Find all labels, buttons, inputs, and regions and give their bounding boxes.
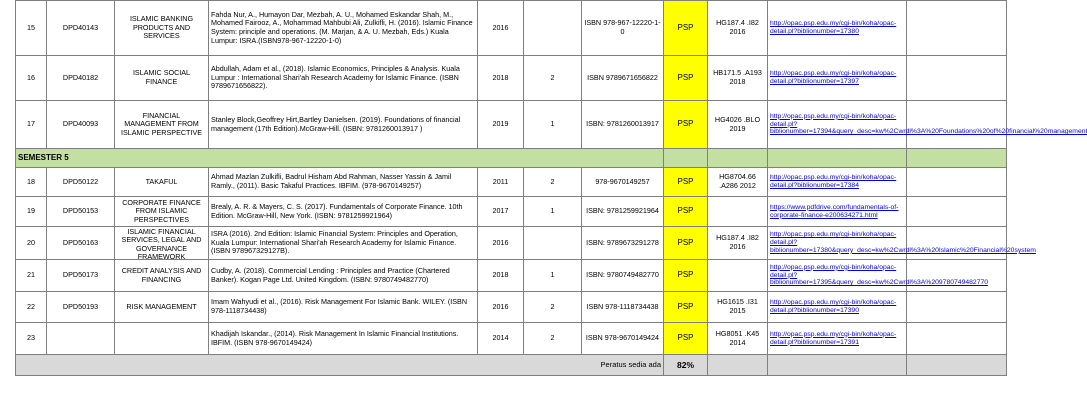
isbn: ISBN 978-9670149424 [582,323,664,355]
year: 2017 [478,197,524,227]
empty-cell [907,197,1007,227]
year: 2014 [478,323,524,355]
quantity: 2 [524,323,582,355]
call-number: HG187.4 .I82 2016 [708,227,768,260]
row-number: 16 [16,56,47,101]
total-row [16,355,1007,376]
row-number: 19 [16,197,47,227]
reference-table [15,0,1087,376]
isbn: ISBN: 9781259921964 [582,197,664,227]
row-number: 22 [16,292,47,323]
call-number: HG4026 .BLO 2019 [708,101,768,149]
row-number: 23 [16,323,47,355]
table-row [16,101,1007,149]
status-badge: PSP [664,56,708,101]
quantity: 1 [524,260,582,292]
isbn: ISBN: 9781260013917 [582,101,664,149]
opac-link[interactable]: http://opac.psp.edu.my/cgi-bin/koha/opac-detail.pl?biblionumber=17394&query_desc=kw%2Cwrdl%3A%20Foundations%20of%20financial%20management [768,101,907,149]
quantity: 2 [524,292,582,323]
call-number [708,197,768,227]
row-number: 21 [16,260,47,292]
course-title: CREDIT ANALYSIS AND FINANCING [115,260,209,292]
semester-row [16,149,1007,168]
total-label: Peratus sedia ada [16,355,664,376]
reference-text: Cudby, A. (2018). Commercial Lending : Principles and Practice (Chartered Banker). Kogan Page Ltd. United Kingdom. (ISBN: 9780749482770) [209,260,478,292]
call-number: HG8051 .K45 2014 [708,323,768,355]
call-number: HG1615 .I31 2015 [708,292,768,323]
table-row [16,1,1007,56]
opac-link[interactable]: http://opac.psp.edu.my/cgi-bin/koha/opac-detail.pl?biblionumber=17397 [768,56,907,101]
quantity: 2 [524,168,582,197]
empty-cell [907,323,1007,355]
status-badge: PSP [664,1,708,56]
year: 2018 [478,260,524,292]
isbn: ISBN: 9780749482770 [582,260,664,292]
table-row [16,260,1007,292]
isbn: 978-9670149257 [582,168,664,197]
empty-cell [907,292,1007,323]
quantity: 1 [524,101,582,149]
year: 2018 [478,56,524,101]
course-title: CORPORATE FINANCE FROM ISLAMIC PERSPECTIVES [115,197,209,227]
opac-link[interactable]: https://www.pdfdrive.com/fundamentals-of-corporate-finance-e200634271.html [768,197,907,227]
empty-cell [907,227,1007,260]
year: 2016 [478,292,524,323]
status-badge: PSP [664,323,708,355]
course-code: DPD40182 [47,56,115,101]
status-badge: PSP [664,227,708,260]
reference-text: Fahda Nur, A., Humayon Dar, Mezbah, A. U., Mohamed Eskandar Shah, M., Mohamed Fairooz, A., Mohammad Mahbubi Ali, Zulkifli, H. (2016). Islamic Finance System: principle and operations. (M. Marjan, & A. U. Mezbah, Eds.) Kuala Lumpur: ISRA.(ISBN978-967-12220-1-0) [209,1,478,56]
reference-text: ISRA (2016). 2nd Edition: Islamic Financial System: Principles and Operation, Kuala Lumpur: International Shari'ah Research Academy for Islamic Finance. (ISBN 978967329127B). [209,227,478,260]
opac-link[interactable]: http://opac.psp.edu.my/cgi-bin/koha/opac-detail.pl?biblionumber=17391 [768,323,907,355]
course-code: DPD50153 [47,197,115,227]
reference-text: Ahmad Mazlan Zulkifli, Badrul Hisham Abd Rahman, Nasser Yassin & Jamil Ramly., (2011). Basic Takaful Practices. IBFIM. (978-9670149257) [209,168,478,197]
table-row [16,197,1007,227]
quantity [524,1,582,56]
call-number: HG8704.66 .A286 2012 [708,168,768,197]
isbn: ISBN 978-967-12220-1-0 [582,1,664,56]
reference-text: Khadijah Iskandar., (2014). Risk Management In Islamic Financial Institutions. IBFIM. (ISBN 978-9670149424) [209,323,478,355]
row-number: 18 [16,168,47,197]
course-title: ISLAMIC BANKING PRODUCTS AND SERVICES [115,1,209,56]
empty-cell [907,168,1007,197]
year: 2016 [478,227,524,260]
table-row [16,227,1007,260]
table-row [16,292,1007,323]
status-badge: PSP [664,101,708,149]
course-code: DPD50122 [47,168,115,197]
semester-label: SEMESTER 5 [16,149,664,168]
course-title: TAKAFUL [115,168,209,197]
opac-link[interactable]: http://opac.psp.edu.my/cgi-bin/koha/opac-detail.pl?biblionumber=17380&query_desc=kw%2Cwrdl%3A%20Islamic%20Financial%20system [768,227,907,260]
course-code: DPD40143 [47,1,115,56]
reference-text: Abdullah, Adam et al., (2018). Islamic Economics, Principles & Analysis. Kuala Lumpur : International Shari'ah Research Academy for Islamic Finance. (ISBN 9789671656822). [209,56,478,101]
course-code [47,323,115,355]
course-code: DPD50193 [47,292,115,323]
call-number: HG187.4 .I82 2016 [708,1,768,56]
empty-cell [907,260,1007,292]
course-title [115,323,209,355]
quantity: 2 [524,56,582,101]
year: 2016 [478,1,524,56]
opac-link[interactable]: http://opac.psp.edu.my/cgi-bin/koha/opac-detail.pl?biblionumber=17390 [768,292,907,323]
table-row [16,56,1007,101]
call-number [708,260,768,292]
opac-link[interactable]: http://opac.psp.edu.my/cgi-bin/koha/opac-detail.pl?biblionumber=17384 [768,168,907,197]
opac-link[interactable]: http://opac.psp.edu.my/cgi-bin/koha/opac-detail.pl?biblionumber=17380 [768,1,907,56]
course-title: FINANCIAL MANAGEMENT FROM ISLAMIC PERSPECTIVE [115,101,209,149]
status-badge: PSP [664,197,708,227]
course-code: DPD40093 [47,101,115,149]
row-number: 15 [16,1,47,56]
quantity [524,227,582,260]
row-number: 17 [16,101,47,149]
course-code: DPD50173 [47,260,115,292]
table-row [16,168,1007,197]
reference-text: Stanley Block,Geoffrey Hirt,Bartley Danielsen. (2019). Foundations of financial management (17th Edition).McGraw-Hill. (ISBN: 9781260013917 ) [209,101,478,149]
status-badge: PSP [664,292,708,323]
reference-text: Brealy, A. R. & Mayers, C. S. (2017). Fundamentals of Corporate Finance. 10th Edition. McGraw-Hill, New York. (ISBN: 9781259921964) [209,197,478,227]
reference-text: Imam Wahyudi et al., (2016). Risk Management For Islamic Bank. WILEY. (ISBN 978-1118734438) [209,292,478,323]
call-number: HB171.5 .A193 2018 [708,56,768,101]
isbn: ISBN 978-1118734438 [582,292,664,323]
quantity: 1 [524,197,582,227]
course-title: ISLAMIC SOCIAL FINANCE [115,56,209,101]
table-row [16,323,1007,355]
isbn: ISBN 9789671656822 [582,56,664,101]
year: 2011 [478,168,524,197]
empty-cell [907,1,1007,56]
course-title: ISLAMIC FINANCIAL SERVICES, LEGAL AND GOVERNANCE FRAMEWORK [115,227,209,260]
course-title: RISK MANAGEMENT [115,292,209,323]
status-badge: PSP [664,260,708,292]
empty-cell [907,101,1007,149]
empty-cell [907,56,1007,101]
year: 2019 [478,101,524,149]
status-badge: PSP [664,168,708,197]
isbn: ISBN: 9789673291278 [582,227,664,260]
course-code: DPD50163 [47,227,115,260]
row-number: 20 [16,227,47,260]
opac-link[interactable]: http://opac.psp.edu.my/cgi-bin/koha/opac-detail.pl?biblionumber=17395&query_desc=kw%2Cwrdl%3A%209780749482770 [768,260,907,292]
total-value: 82% [664,355,708,376]
